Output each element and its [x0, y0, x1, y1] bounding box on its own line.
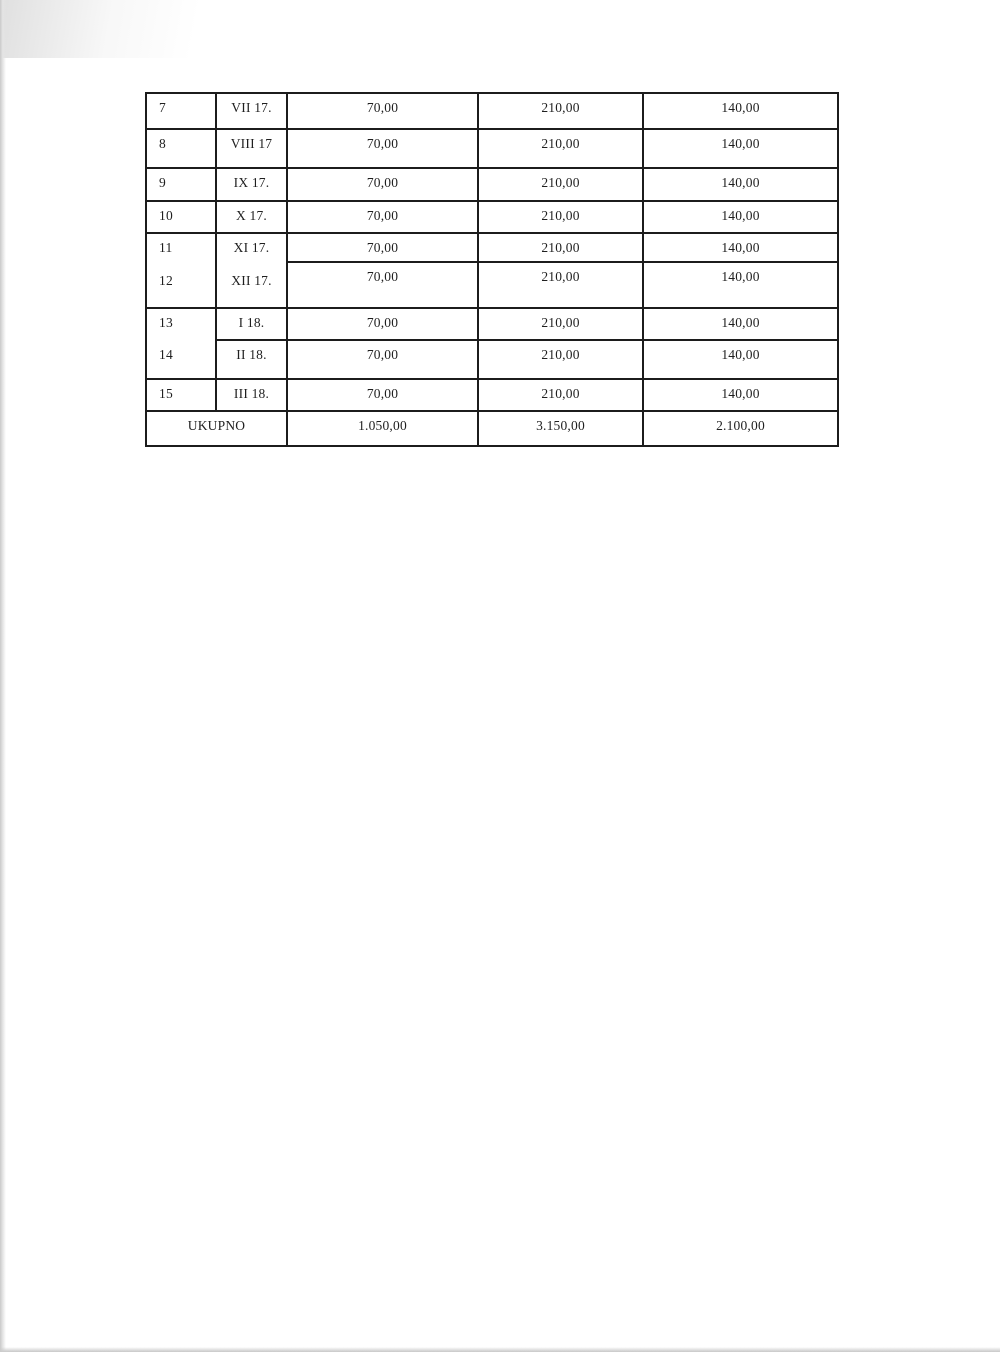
page-edge-bottom — [0, 1347, 1000, 1352]
table-row — [146, 233, 838, 262]
row-number: 13 — [159, 315, 173, 330]
row-number-cell: 8 — [146, 129, 216, 168]
month-cell-merged — [216, 233, 287, 308]
value-cell: 140,00 — [643, 201, 838, 233]
row-number-cell: 15 — [146, 379, 216, 411]
value-cell: 140,00 — [643, 262, 838, 308]
value-cell: 70,00 — [287, 308, 478, 340]
total-value-cell: 2.100,00 — [643, 411, 838, 446]
month-cell: X 17. — [216, 201, 287, 233]
row-number-cell-merged — [146, 308, 216, 379]
value-cell: 140,00 — [643, 93, 838, 129]
table-row — [146, 379, 838, 411]
value-cell: 140,00 — [643, 233, 838, 262]
table-total-row — [146, 411, 838, 446]
table-row — [146, 201, 838, 233]
table-row — [146, 340, 838, 379]
month-label: XI 17. — [233, 240, 270, 255]
value-cell: 70,00 — [287, 93, 478, 129]
value-cell: 70,00 — [287, 340, 478, 379]
table-row — [146, 129, 838, 168]
row-number: 14 — [159, 347, 173, 362]
row-number-cell: 9 — [146, 168, 216, 201]
value-cell: 210,00 — [478, 233, 643, 262]
value-cell: 70,00 — [287, 129, 478, 168]
row-number: 11 — [159, 240, 173, 255]
month-label: XII 17. — [231, 273, 272, 288]
value-cell: 210,00 — [478, 129, 643, 168]
table-row — [146, 308, 838, 340]
value-cell: 70,00 — [287, 233, 478, 262]
month-cell: III 18. — [216, 379, 287, 411]
value-cell: 210,00 — [478, 379, 643, 411]
total-label-cell: UKUPNO — [146, 411, 287, 446]
value-cell: 210,00 — [478, 262, 643, 308]
value-cell: 70,00 — [287, 379, 478, 411]
value-cell: 140,00 — [643, 379, 838, 411]
month-cell: IX 17. — [216, 168, 287, 201]
value-cell: 210,00 — [478, 201, 643, 233]
scan-corner-shadow — [0, 0, 270, 58]
month-cell: I 18. — [216, 308, 287, 340]
value-cell: 140,00 — [643, 340, 838, 379]
value-cell: 210,00 — [478, 308, 643, 340]
page-edge-left — [0, 0, 6, 1352]
value-cell: 210,00 — [478, 340, 643, 379]
value-cell: 70,00 — [287, 201, 478, 233]
table-row — [146, 168, 838, 201]
value-cell: 70,00 — [287, 168, 478, 201]
value-cell: 140,00 — [643, 129, 838, 168]
total-value-cell: 1.050,00 — [287, 411, 478, 446]
value-cell: 140,00 — [643, 308, 838, 340]
month-cell: VII 17. — [216, 93, 287, 129]
value-cell: 210,00 — [478, 168, 643, 201]
row-number-cell: 7 — [146, 93, 216, 129]
value-cell: 210,00 — [478, 93, 643, 129]
monthly-amounts-table — [145, 92, 839, 447]
value-cell: 70,00 — [287, 262, 478, 308]
row-number-cell-merged — [146, 233, 216, 308]
row-number-cell: 10 — [146, 201, 216, 233]
month-cell: II 18. — [216, 340, 287, 379]
month-cell: VIII 17 — [216, 129, 287, 168]
value-cell: 140,00 — [643, 168, 838, 201]
row-number: 12 — [159, 273, 173, 288]
table-row — [146, 93, 838, 129]
total-value-cell: 3.150,00 — [478, 411, 643, 446]
